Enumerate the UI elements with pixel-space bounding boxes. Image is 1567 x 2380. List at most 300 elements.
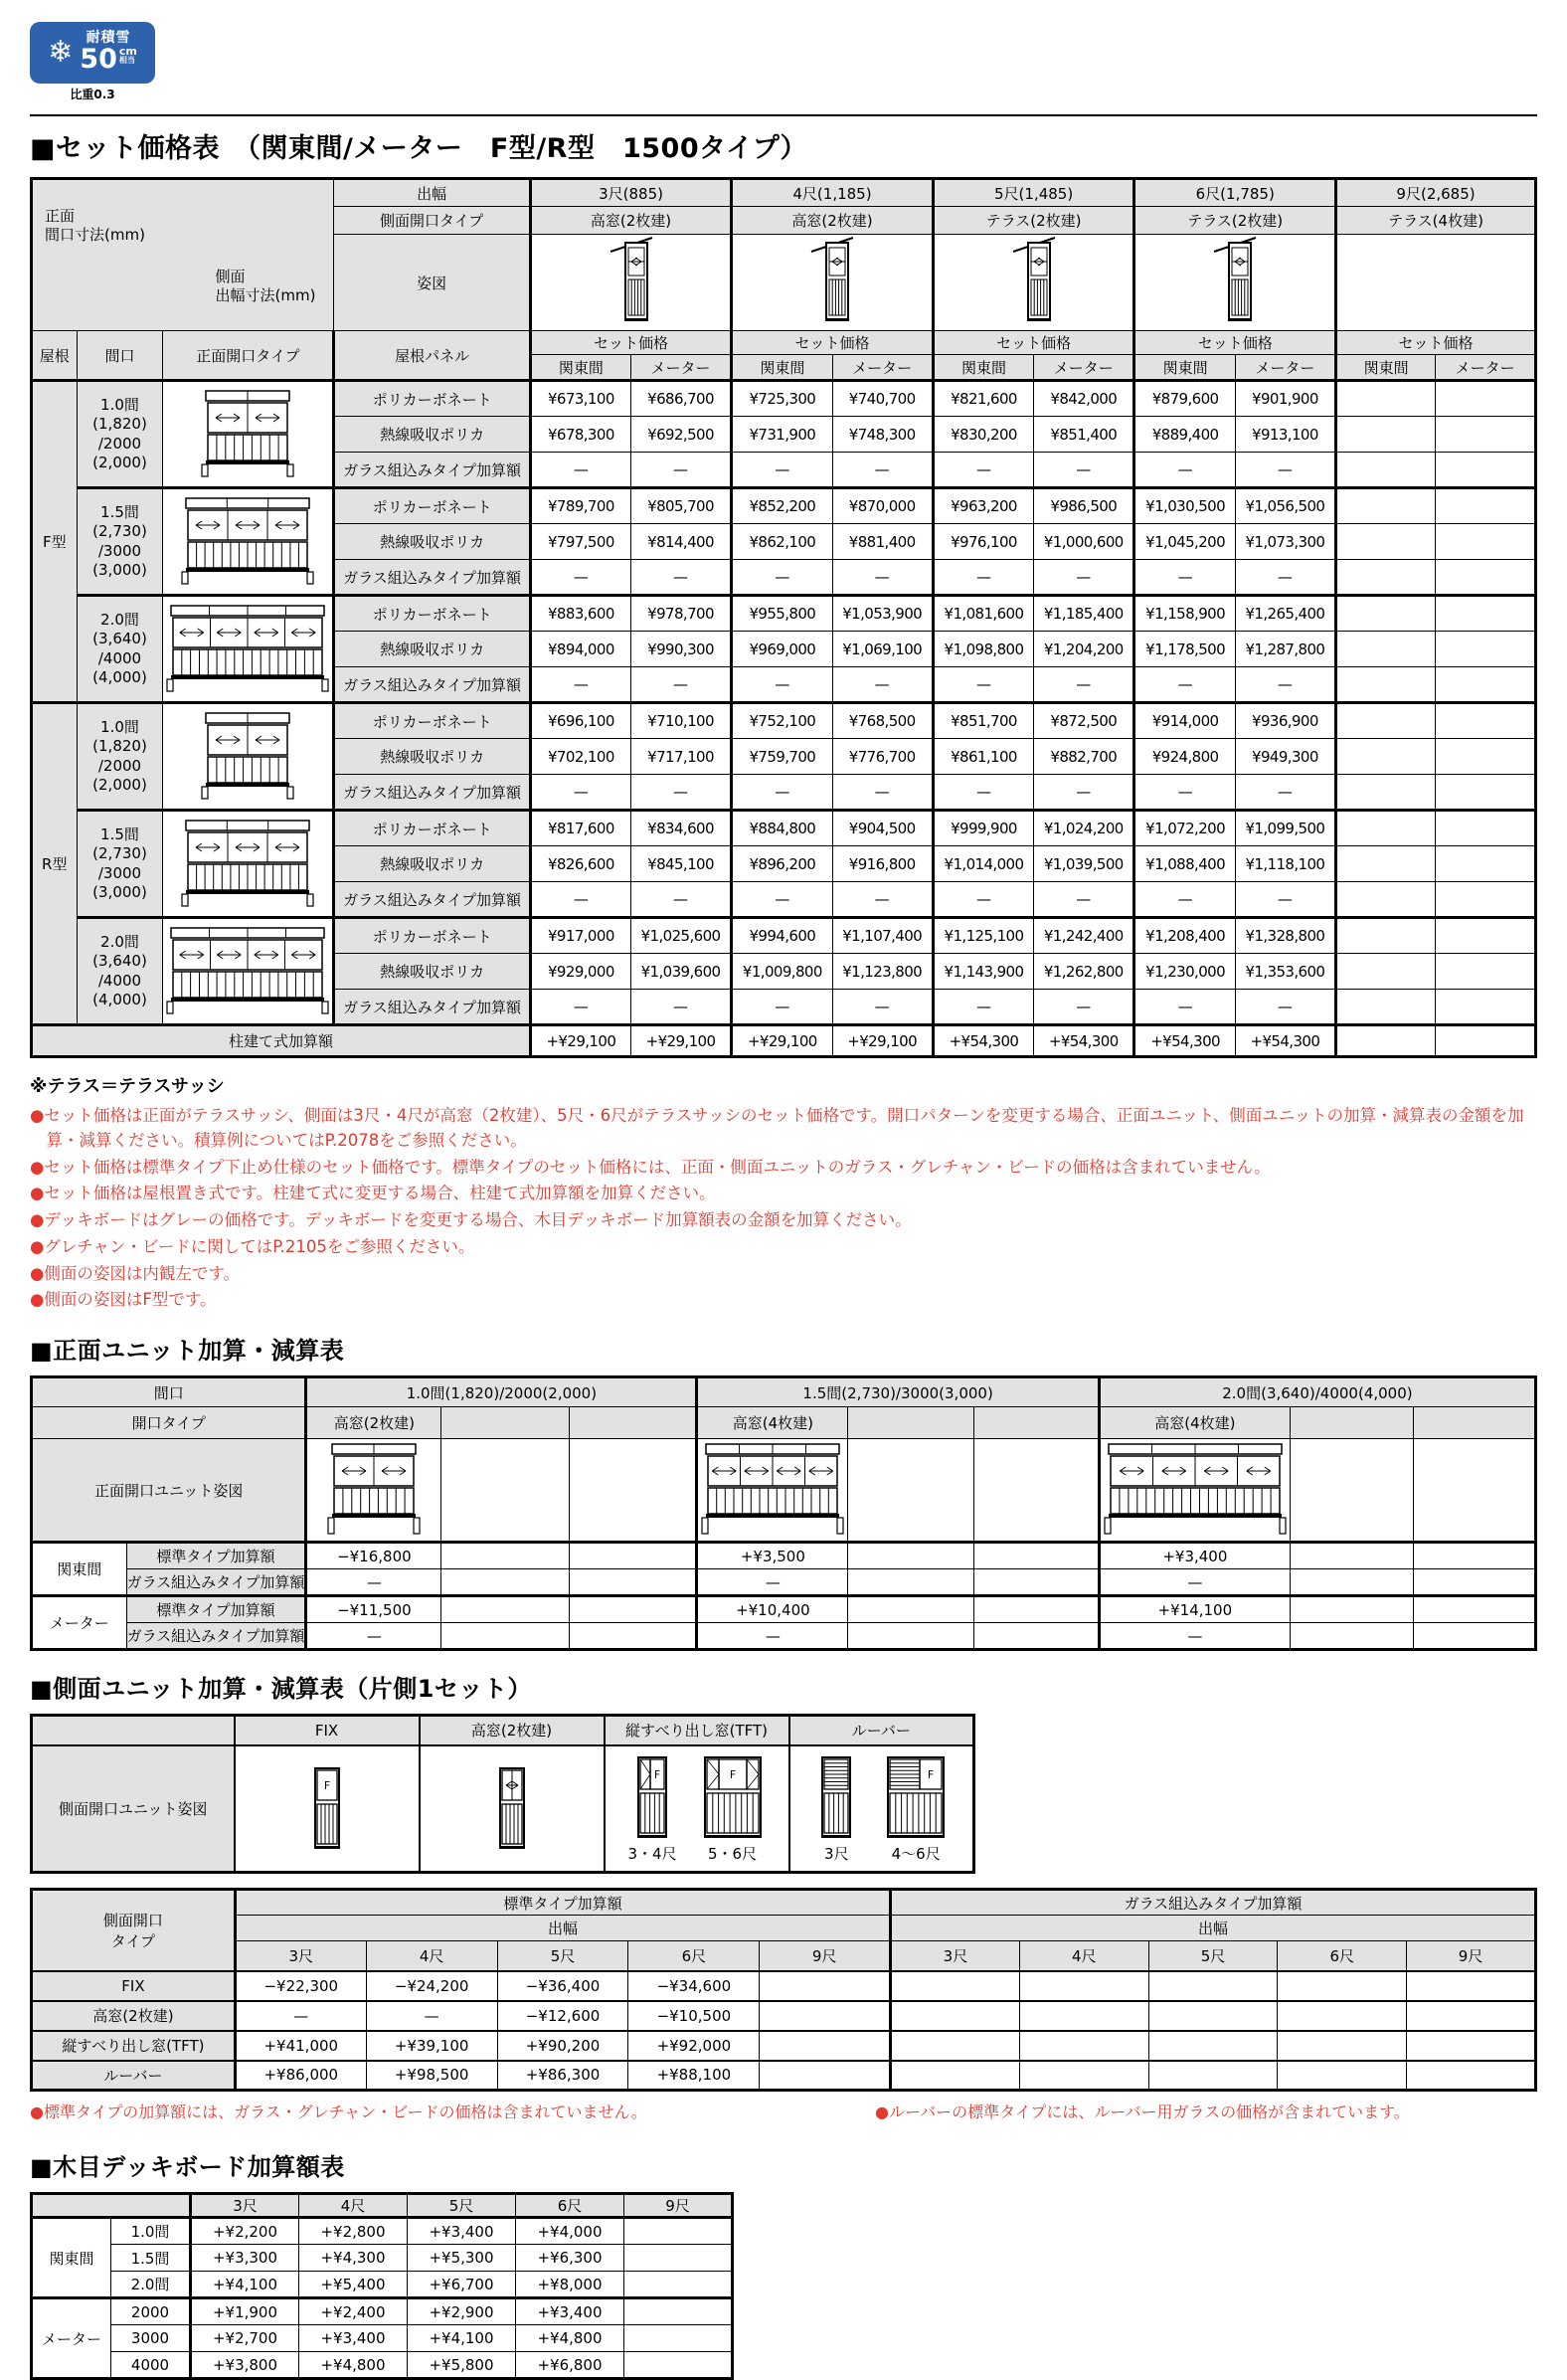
price-cell: [1436, 954, 1536, 990]
empty-cell: [441, 1596, 569, 1623]
depth-size-header: 5尺(1,485): [933, 179, 1134, 207]
add-value-cell: —: [306, 1623, 441, 1650]
takamado-figure: [489, 1764, 535, 1852]
price-cell: —: [1034, 453, 1134, 488]
add-value-cell: [1278, 1971, 1407, 2001]
price-cell: —: [933, 453, 1033, 488]
price-cell: [1336, 632, 1436, 667]
price-cell: ¥969,000: [732, 632, 832, 667]
deck-add-value: +¥5,300: [408, 2245, 516, 2272]
side-open-type-corner: 側面開口 タイプ: [32, 1890, 236, 1971]
add-value-cell: [891, 2031, 1020, 2061]
add-value-cell: +¥88,100: [628, 2061, 760, 2091]
front-unit-figure-2.0: [1101, 1440, 1290, 1536]
badge-title: 耐積雪: [86, 30, 131, 47]
size-col-header: 3尺: [891, 1941, 1020, 1971]
deck-add-value: [624, 2325, 733, 2352]
price-cell: —: [1034, 560, 1134, 596]
price-cell: ¥1,056,500: [1235, 488, 1335, 524]
price-cell: —: [832, 882, 933, 918]
price-cell: ¥894,000: [530, 632, 630, 667]
roof-panel-label: ガラス組込みタイプ加算額: [334, 560, 530, 596]
deck-add-value: +¥3,300: [191, 2245, 299, 2272]
price-cell: —: [1134, 775, 1235, 811]
empty-cell: [973, 1407, 1099, 1439]
price-cell: —: [933, 990, 1033, 1025]
figure-block: [627, 1753, 676, 1864]
price-cell: ¥797,500: [530, 524, 630, 560]
side-figure-cell: [732, 235, 934, 331]
price-cell: ¥986,500: [1034, 488, 1134, 524]
deck-add-value: [624, 2218, 733, 2245]
price-cell: ¥678,300: [530, 417, 630, 453]
add-value-cell: [1148, 2061, 1278, 2091]
price-cell: ¥845,100: [630, 846, 731, 882]
roof-panel-label: ポリカーボネート: [334, 596, 530, 632]
price-cell: —: [933, 560, 1033, 596]
add-value-cell: [760, 2001, 891, 2031]
empty-cell: [441, 1407, 569, 1439]
price-cell: [1336, 596, 1436, 632]
price-cell: ¥901,900: [1235, 381, 1335, 417]
open-type-value: 高窓(2枚建): [306, 1407, 441, 1439]
roof-panel-label: 熱線吸収ポリカ: [334, 632, 530, 667]
add-value-cell: −¥36,400: [497, 1971, 628, 2001]
size-col-header: 5尺: [1148, 1941, 1278, 1971]
price-cell: [1336, 381, 1436, 417]
deck-add-value: [624, 2245, 733, 2272]
price-cell: [1436, 918, 1536, 954]
figure-header: 姿図: [334, 235, 530, 331]
price-cell: —: [1235, 775, 1335, 811]
price-cell: ¥789,700: [530, 488, 630, 524]
price-cell: ¥830,200: [933, 417, 1033, 453]
add-value-cell: +¥3,400: [1099, 1543, 1290, 1569]
price-cell: [1436, 882, 1536, 918]
badge-unit-note: 相当: [118, 56, 135, 66]
price-cell: [1436, 990, 1536, 1025]
empty-cell: [1290, 1569, 1413, 1596]
add-value-cell: [760, 2061, 891, 2091]
set-price-table: [30, 177, 1537, 1058]
front-unit-figure-1.0: [324, 1440, 424, 1536]
size-col-header: 4尺: [366, 1941, 497, 1971]
price-cell: —: [530, 667, 630, 703]
svg-text:F: F: [323, 1779, 330, 1793]
kanto-header: 関東間: [732, 355, 832, 381]
side-unit-figure-cell: [420, 1745, 605, 1873]
roof-type-label: F型: [32, 381, 78, 703]
terrace-note: ※テラス＝テラスサッシ: [30, 1076, 225, 1097]
figure-caption: 3尺: [824, 1844, 849, 1863]
add-value-cell: [1407, 2001, 1536, 2031]
add-value-cell: [1407, 1971, 1536, 2001]
price-cell: ¥1,208,400: [1134, 918, 1235, 954]
price-cell: ¥817,600: [530, 811, 630, 846]
side-figure-row-label: 側面開口ユニット姿図: [32, 1745, 235, 1873]
price-cell: ¥994,600: [732, 918, 832, 954]
open-type-header: 開口タイプ: [32, 1407, 306, 1439]
empty-cell: [1413, 1543, 1535, 1569]
deck-add-value: +¥2,900: [408, 2298, 516, 2325]
std-group-header: 標準タイプ加算額: [235, 1890, 890, 1916]
price-cell: ¥1,053,900: [832, 596, 933, 632]
tft-narrow-figure: [629, 1753, 675, 1841]
deck-add-value: +¥3,400: [516, 2298, 624, 2325]
price-cell: ¥936,900: [1235, 703, 1335, 739]
module-sub-label: 2.0間: [111, 2272, 191, 2298]
price-cell: ¥990,300: [630, 632, 731, 667]
price-cell: ¥861,100: [933, 739, 1033, 775]
maguchi-value-header: 1.5間(2,730)/3000(3,000): [697, 1377, 1099, 1407]
front-unit-table-container: [30, 1375, 1537, 1651]
pillar-add-value: +¥54,300: [1134, 1025, 1235, 1057]
price-cell: [1336, 990, 1436, 1025]
figure-caption: 3・4尺: [627, 1844, 677, 1863]
price-cell: ¥1,009,800: [732, 954, 832, 990]
louver-narrow-figure: [813, 1753, 859, 1841]
price-cell: ¥1,107,400: [832, 918, 933, 954]
roof-panel-label: ポリカーボネート: [334, 703, 530, 739]
price-cell: ¥1,118,100: [1235, 846, 1335, 882]
price-cell: [1336, 488, 1436, 524]
deck-add-value: +¥4,100: [191, 2272, 299, 2298]
module-group-label: 関東間: [32, 2218, 111, 2298]
empty-cell: [973, 1569, 1099, 1596]
price-cell: —: [832, 667, 933, 703]
empty-cell: [1413, 1569, 1535, 1596]
front-figure-cell: [163, 811, 334, 918]
price-cell: ¥692,500: [630, 417, 731, 453]
empty-cell: [1290, 1596, 1413, 1623]
front-elevation-1.0: [198, 709, 297, 801]
module-sub-label: 4000: [111, 2352, 191, 2379]
side-unit-add-table: [30, 1888, 1537, 2092]
meter-header: メーター: [1235, 355, 1335, 381]
roof-panel-label: ガラス組込みタイプ加算額: [334, 882, 530, 918]
price-cell: ¥1,353,600: [1235, 954, 1335, 990]
price-cell: ¥1,014,000: [933, 846, 1033, 882]
price-cell: ¥851,400: [1034, 417, 1134, 453]
price-cell: —: [832, 560, 933, 596]
front-elevation-2.0: [163, 924, 332, 1015]
note-bullet: ●側面の姿図は内観左です。: [30, 1263, 241, 1283]
front-elevation-1.5: [178, 817, 317, 908]
depth-header: 出幅: [891, 1916, 1536, 1941]
front-elevation-1.5: [178, 494, 317, 586]
price-cell: [1336, 560, 1436, 596]
add-value-cell: [1019, 2031, 1148, 2061]
price-cell: ¥717,100: [630, 739, 731, 775]
roof-panel-label: 熱線吸収ポリカ: [334, 417, 530, 453]
size-col-header: 3尺: [191, 2194, 299, 2218]
front-unit-figure-cell: [697, 1439, 848, 1543]
price-cell: ¥1,039,600: [630, 954, 731, 990]
price-cell: —: [630, 882, 731, 918]
pillar-add-value: +¥54,300: [933, 1025, 1033, 1057]
price-cell: ¥929,000: [530, 954, 630, 990]
side-figure-cell: [1336, 235, 1536, 331]
deck-add-value: +¥4,000: [516, 2218, 624, 2245]
side-figure-cell: [1134, 235, 1336, 331]
price-cell: ¥879,600: [1134, 381, 1235, 417]
maguchi-header: 間口: [77, 331, 163, 381]
add-value-cell: [1019, 2001, 1148, 2031]
price-cell: —: [832, 775, 933, 811]
price-cell: —: [832, 453, 933, 488]
roof-panel-label: ガラス組込みタイプ加算額: [334, 775, 530, 811]
corner-front-label: 正面 間口寸法(mm): [45, 206, 145, 244]
side-figure-cell: [530, 235, 731, 331]
price-cell: ¥882,700: [1034, 739, 1134, 775]
add-value-cell: —: [697, 1569, 848, 1596]
empty-cell: [441, 1569, 569, 1596]
price-cell: ¥924,800: [1134, 739, 1235, 775]
price-cell: —: [1134, 667, 1235, 703]
deck-add-value: +¥8,000: [516, 2272, 624, 2298]
deck-add-value: +¥1,900: [191, 2298, 299, 2325]
price-cell: ¥759,700: [732, 739, 832, 775]
add-value-cell: [1019, 2061, 1148, 2091]
pillar-add-label: 柱建て式加算額: [32, 1025, 531, 1057]
price-cell: —: [732, 775, 832, 811]
meter-header: メーター: [1436, 355, 1536, 381]
maguchi-label: 2.0間 (3,640) /4000 (4,000): [77, 918, 163, 1025]
size-col-header: 9尺: [624, 2194, 733, 2218]
set-price-title: ■セット価格表 （関東間/メーター F型/R型 1500タイプ）: [30, 133, 808, 164]
empty-cell: [848, 1543, 973, 1569]
price-cell: [1436, 524, 1536, 560]
pillar-add-value: [1336, 1025, 1436, 1057]
front-unit-figure-1.5: [698, 1440, 847, 1536]
badge-value: 50: [80, 44, 117, 76]
maguchi-header: 間口: [32, 1377, 306, 1407]
deck-add-value: +¥2,700: [191, 2325, 299, 2352]
deck-add-value: +¥2,800: [299, 2218, 408, 2245]
add-value-cell: [1278, 2031, 1407, 2061]
price-cell: ¥731,900: [732, 417, 832, 453]
set-price-table-container: [30, 177, 1537, 1058]
empty-cell: [441, 1623, 569, 1650]
depth-header: 出幅: [334, 179, 530, 207]
badge-unit: cm: [118, 45, 137, 59]
snow-load-badge: [30, 22, 155, 84]
roof-panel-label: 熱線吸収ポリカ: [334, 524, 530, 560]
notes-list: [30, 1104, 1537, 1313]
size-col-header: 5尺: [408, 2194, 516, 2218]
pillar-add-value: +¥29,100: [530, 1025, 630, 1057]
glass-add-label: ガラス組込みタイプ加算額: [126, 1623, 306, 1650]
price-cell: ¥1,230,000: [1134, 954, 1235, 990]
roof-header: 屋根: [32, 331, 78, 381]
add-value-cell: +¥3,500: [697, 1543, 848, 1569]
note-bullet: ●側面の姿図はF型です。: [30, 1290, 217, 1310]
roof-panel-label: ガラス組込みタイプ加算額: [334, 990, 530, 1025]
price-cell: ¥1,123,800: [832, 954, 933, 990]
pillar-add-value: +¥29,100: [732, 1025, 832, 1057]
empty-cell: [848, 1623, 973, 1650]
price-cell: ¥862,100: [732, 524, 832, 560]
open-type-value: 高窓(4枚建): [697, 1407, 848, 1439]
depth-size-header: 3尺(885): [530, 179, 731, 207]
price-cell: ¥1,073,300: [1235, 524, 1335, 560]
price-cell: —: [933, 882, 1033, 918]
price-cell: ¥963,200: [933, 488, 1033, 524]
add-value-cell: [1148, 2001, 1278, 2031]
price-cell: —: [1235, 560, 1335, 596]
deck-add-value: +¥3,400: [299, 2325, 408, 2352]
price-cell: [1336, 954, 1436, 990]
price-cell: ¥1,025,600: [630, 918, 731, 954]
deck-add-value: +¥4,800: [299, 2352, 408, 2379]
price-cell: ¥884,800: [732, 811, 832, 846]
deck-add-value: +¥5,400: [299, 2272, 408, 2298]
deck-board-title: ■木目デッキボード加算額表: [30, 2153, 345, 2181]
depth-size-header: 6尺(1,785): [1134, 179, 1336, 207]
add-value-cell: +¥39,100: [366, 2031, 497, 2061]
add-value-cell: [891, 2061, 1020, 2091]
price-cell: ¥740,700: [832, 381, 933, 417]
empty-cell: [1413, 1407, 1535, 1439]
empty-cell: [973, 1596, 1099, 1623]
empty-cell: [569, 1407, 697, 1439]
corner-side-label: 側面 出幅寸法(mm): [215, 267, 316, 304]
add-value-cell: [1278, 2001, 1407, 2031]
deck-add-value: +¥6,300: [516, 2245, 624, 2272]
price-cell: —: [1134, 560, 1235, 596]
empty-cell: [569, 1439, 697, 1543]
deck-add-value: [624, 2272, 733, 2298]
deck-add-value: +¥3,800: [191, 2352, 299, 2379]
set-price-header: セット価格: [1134, 331, 1336, 355]
side-unit-add-table-container: [30, 1888, 1537, 2092]
price-cell: —: [933, 775, 1033, 811]
add-value-cell: [891, 2001, 1020, 2031]
price-cell: ¥1,328,800: [1235, 918, 1335, 954]
empty-cell: [441, 1439, 569, 1543]
price-cell: ¥852,200: [732, 488, 832, 524]
price-cell: [1336, 918, 1436, 954]
price-cell: [1436, 667, 1536, 703]
size-col-header: 6尺: [628, 1941, 760, 1971]
price-cell: ¥686,700: [630, 381, 731, 417]
price-cell: —: [630, 775, 731, 811]
price-cell: —: [630, 990, 731, 1025]
empty-cell: [569, 1596, 697, 1623]
roof-panel-label: ポリカーボネート: [334, 488, 530, 524]
add-value-cell: [1019, 1971, 1148, 2001]
add-value-cell: [891, 1971, 1020, 2001]
kanto-header: 関東間: [933, 355, 1033, 381]
set-price-header: セット価格: [530, 331, 731, 355]
price-cell: —: [630, 560, 731, 596]
price-cell: ¥1,265,400: [1235, 596, 1335, 632]
figure-block: [700, 1753, 766, 1864]
price-cell: —: [1034, 775, 1134, 811]
deck-add-value: +¥6,800: [516, 2352, 624, 2379]
price-cell: ¥999,900: [933, 811, 1033, 846]
price-cell: —: [732, 560, 832, 596]
side-unit-figure-cell: [235, 1745, 420, 1873]
size-col-header: 6尺: [1278, 1941, 1407, 1971]
figure-block: [813, 1753, 859, 1864]
size-col-header: 3尺: [235, 1941, 366, 1971]
side-open-type-header: 縦すべり出し窓(TFT): [605, 1716, 789, 1745]
empty-cell: [569, 1543, 697, 1569]
front-figure-cell: [163, 703, 334, 811]
side-note-right: ●ルーバーの標準タイプには、ルーバー用ガラスの価格が含まれています。: [875, 2103, 1410, 2121]
add-value-cell: [760, 2031, 891, 2061]
front-figure-cell: [163, 381, 334, 488]
figure-block: [883, 1753, 949, 1864]
pillar-add-value: +¥29,100: [832, 1025, 933, 1057]
module-sub-label: 2000: [111, 2298, 191, 2325]
size-col-header: 9尺: [1407, 1941, 1536, 1971]
snowflake-icon: ❄: [48, 35, 74, 70]
side-open-type: テラス(2枚建): [933, 207, 1134, 235]
depth-size-header: 4尺(1,185): [732, 179, 934, 207]
meter-header: メーター: [630, 355, 731, 381]
maguchi-label: 1.5間 (2,730) /3000 (3,000): [77, 488, 163, 596]
side-open-type: テラス(4枚建): [1336, 207, 1536, 235]
side-type-header: 側面開口タイプ: [334, 207, 530, 235]
side-open-type: テラス(2枚建): [1134, 207, 1336, 235]
add-value-cell: −¥10,500: [628, 2001, 760, 2031]
price-cell: ¥768,500: [832, 703, 933, 739]
kanto-label: 関東間: [32, 1543, 127, 1596]
price-cell: —: [530, 990, 630, 1025]
side-open-type-header: FIX: [235, 1716, 420, 1745]
price-cell: ¥1,287,800: [1235, 632, 1335, 667]
add-value-cell: −¥11,500: [306, 1596, 441, 1623]
add-value-cell: —: [1099, 1623, 1290, 1650]
deck-add-value: [624, 2298, 733, 2325]
price-cell: ¥870,000: [832, 488, 933, 524]
price-cell: —: [530, 882, 630, 918]
add-value-cell: −¥12,600: [497, 2001, 628, 2031]
price-cell: —: [1235, 667, 1335, 703]
price-cell: —: [630, 453, 731, 488]
price-cell: ¥904,500: [832, 811, 933, 846]
front-figure-header: 正面開口ユニット姿図: [32, 1439, 306, 1543]
side-open-type-label: FIX: [32, 1971, 236, 2001]
price-cell: ¥826,600: [530, 846, 630, 882]
price-cell: ¥1,185,400: [1034, 596, 1134, 632]
price-cell: ¥696,100: [530, 703, 630, 739]
side-elevation-figure: [1011, 235, 1057, 326]
price-cell: [1336, 811, 1436, 846]
price-cell: —: [732, 453, 832, 488]
tft-wide-figure: [700, 1753, 766, 1841]
price-cell: [1436, 811, 1536, 846]
price-cell: [1436, 453, 1536, 488]
pillar-add-value: +¥54,300: [1235, 1025, 1335, 1057]
price-cell: [1336, 667, 1436, 703]
side-unit-figure-cell: [605, 1745, 789, 1873]
add-value-cell: +¥90,200: [497, 2031, 628, 2061]
price-cell: ¥1,125,100: [933, 918, 1033, 954]
price-cell: ¥1,262,800: [1034, 954, 1134, 990]
price-cell: ¥917,000: [530, 918, 630, 954]
deck-add-value: +¥5,800: [408, 2352, 516, 2379]
price-cell: ¥916,800: [832, 846, 933, 882]
note-bullet: ●セット価格は標準タイプ下止め仕様のセット価格です。標準タイプのセット価格には、正面・側面ユニットのガラス・グレチャン・ビードの価格は含まれていません。: [30, 1157, 1271, 1177]
kanto-header: 関東間: [1336, 355, 1436, 381]
figure-caption: 4～6尺: [891, 1844, 941, 1863]
add-value-cell: −¥24,200: [366, 1971, 497, 2001]
svg-text:F: F: [653, 1767, 661, 1781]
size-col-header: 6尺: [516, 2194, 624, 2218]
